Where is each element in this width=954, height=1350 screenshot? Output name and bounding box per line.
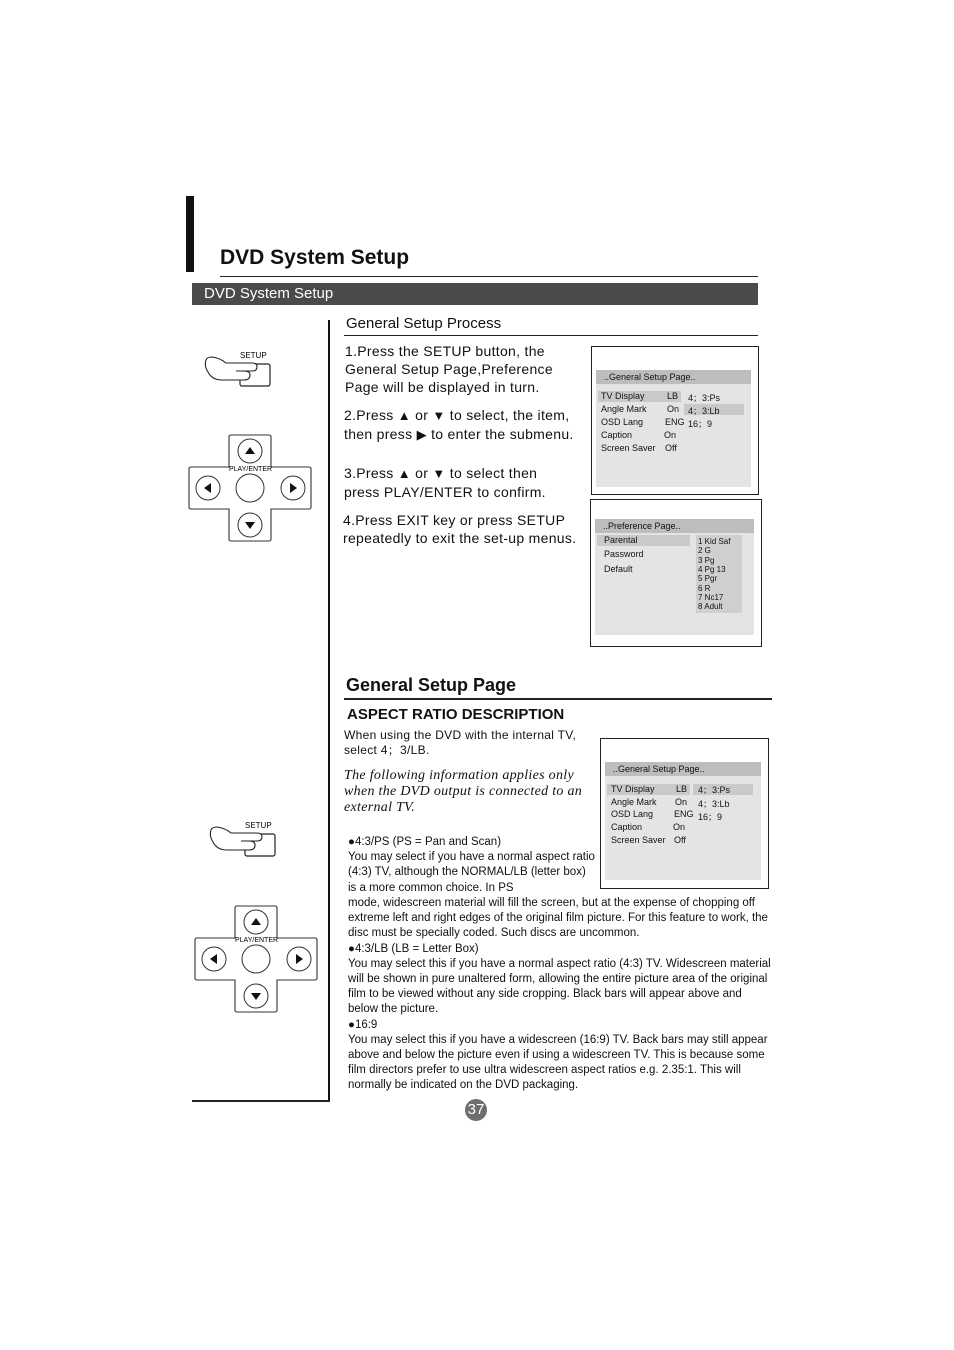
wide-text: You may select this if you have a widescreen (16:9) TV. Back bars may still appear above and below the picture even if using a widescreen TV. This is because some film directors prefer to use ultra widescreen aspect ratios e.g. 2.35:1. This will normally be indicated on the DVD packaging. — [348, 1033, 768, 1092]
step-1: 1.Press the SETUP button, the General Setup Page,Preference Page will be displayed in turn. — [345, 343, 553, 395]
menu-row-value: ENG — [674, 809, 694, 819]
lb-title: ●4:3/LB (LB = Letter Box) — [348, 942, 479, 955]
menu-row-label: Screen Saver — [611, 835, 666, 845]
ps-text-part2: mode, widescreen material will fill the screen, but at the expense of chopping off extreme left and right edges of the original film picture. For this feature to work, the disc must be specially coded. Such discs are uncommon. — [348, 897, 768, 940]
down-arrow-icon: ▼ — [432, 408, 446, 423]
right-arrow-icon: ▶ — [416, 427, 427, 442]
menu-row-label: Caption — [601, 430, 633, 440]
rating-option: 8 Adult — [698, 602, 723, 611]
preference-menu — [590, 499, 762, 647]
dpad-icon — [193, 902, 321, 1016]
menu-row-label: Angle Mark — [611, 797, 657, 807]
menu-row-value: Off — [665, 443, 677, 453]
bottom-rule — [192, 1100, 330, 1102]
menu-row-option: 4；3:Lb — [688, 406, 720, 416]
rating-option: 5 Pgr — [698, 574, 718, 583]
general-page-underline — [344, 698, 772, 700]
menu-row-label: Angle Mark — [601, 404, 647, 414]
general-setup-menu-1 — [591, 346, 759, 495]
step-2: 2.Press ▲ or ▼ to select, the item, then press ▶ to enter the submenu. — [344, 407, 574, 442]
rating-option: 3 Pg — [698, 556, 715, 565]
menu-row-value: ENG — [665, 417, 685, 427]
menu-row-option: 16；9 — [688, 419, 713, 429]
menu-title: ..Preference Page.. — [595, 519, 754, 533]
header-accent-bar — [186, 196, 194, 272]
menu-row-label: OSD Lang — [601, 417, 644, 427]
rating-option: 1 Kid Saf — [698, 537, 731, 546]
menu-title: ..General Setup Page.. — [596, 370, 751, 384]
column-divider — [328, 320, 330, 1100]
play-enter-label: PLAY/ENTER — [235, 937, 279, 944]
italic-note: The following information applies only when the DVD output is connected to an external TV. — [344, 768, 583, 815]
preference-item: Default — [604, 564, 633, 574]
play-enter-label: PLAY/ENTER — [229, 466, 273, 473]
ps-text-part1: You may select if you have a normal aspect ratio (4:3) TV, although the NORMAL/LB (letter box) is a more common choice. In PS — [348, 851, 595, 894]
up-arrow-icon: ▲ — [397, 466, 411, 481]
general-page-heading: General Setup Page — [346, 675, 517, 695]
menu-row-label: Caption — [611, 822, 643, 832]
rating-option: 4 Pg 13 — [698, 565, 726, 574]
preference-item: Password — [604, 549, 644, 559]
ps-description — [348, 835, 596, 896]
up-arrow-icon: ▲ — [397, 408, 411, 423]
setup-button-hand-icon — [200, 346, 280, 390]
menu-row-value: LB — [676, 784, 688, 794]
menu-title: ..General Setup Page.. — [605, 762, 761, 776]
menu-row-label: TV Display — [611, 784, 655, 794]
section-bar: DVD System Setup — [192, 283, 758, 305]
aspect-descriptions — [348, 896, 772, 1094]
setup-label: SETUP — [240, 351, 267, 360]
dpad-icon — [187, 431, 315, 545]
setup-label: SETUP — [245, 821, 272, 830]
lb-text: You may select this if you have a normal aspect ratio (4:3) TV. Widescreen material will be shown in pure unaltered form, allowing the entire picture area of the original film to be viewed without any side cropping. Black bars will appear above and below the picture. — [348, 957, 771, 1016]
rating-option: 2 G — [698, 546, 711, 555]
menu-row-option: 4；3:Ps — [688, 393, 721, 403]
menu-row-option: 4；3:Ps — [698, 785, 731, 795]
title-underline — [220, 276, 758, 277]
down-arrow-icon: ▼ — [432, 466, 446, 481]
menu-row-value: On — [675, 797, 688, 807]
step-4: 4.Press EXIT key or press SETUP repeatedly to exit the set-up menus. — [343, 512, 577, 546]
intro-text: When using the DVD with the internal TV, select 4；3/LB. — [344, 728, 577, 758]
rating-option: 6 R — [698, 584, 711, 593]
menu-row-label: TV Display — [601, 391, 645, 401]
menu-row-label: Screen Saver — [601, 443, 656, 453]
wide-title: ●16:9 — [348, 1018, 378, 1031]
menu-row-option: 16；9 — [698, 812, 723, 822]
process-underline — [344, 335, 758, 336]
page-title: DVD System Setup — [220, 246, 410, 269]
menu-row-value: On — [673, 822, 686, 832]
menu-row-value: On — [664, 430, 677, 440]
ps-title: ●4:3/PS (PS = Pan and Scan) — [348, 836, 502, 848]
aspect-ratio-heading: ASPECT RATIO DESCRIPTION — [347, 706, 565, 723]
setup-button-hand-icon — [205, 816, 285, 860]
preference-item: Parental — [604, 535, 638, 545]
step-3: 3.Press ▲ or ▼ to select then press PLAY/ENTER to confirm. — [344, 465, 546, 500]
menu-row-value: On — [667, 404, 680, 414]
menu-row-label: OSD Lang — [611, 809, 654, 819]
general-setup-menu-2 — [600, 738, 769, 889]
menu-row-option: 4；3:Lb — [698, 799, 730, 809]
page-number: 37 — [465, 1099, 487, 1121]
rating-option: 7 Nc17 — [698, 593, 724, 602]
process-heading: General Setup Process — [346, 315, 502, 332]
menu-row-value: Off — [674, 835, 686, 845]
menu-row-value: LB — [667, 391, 679, 401]
